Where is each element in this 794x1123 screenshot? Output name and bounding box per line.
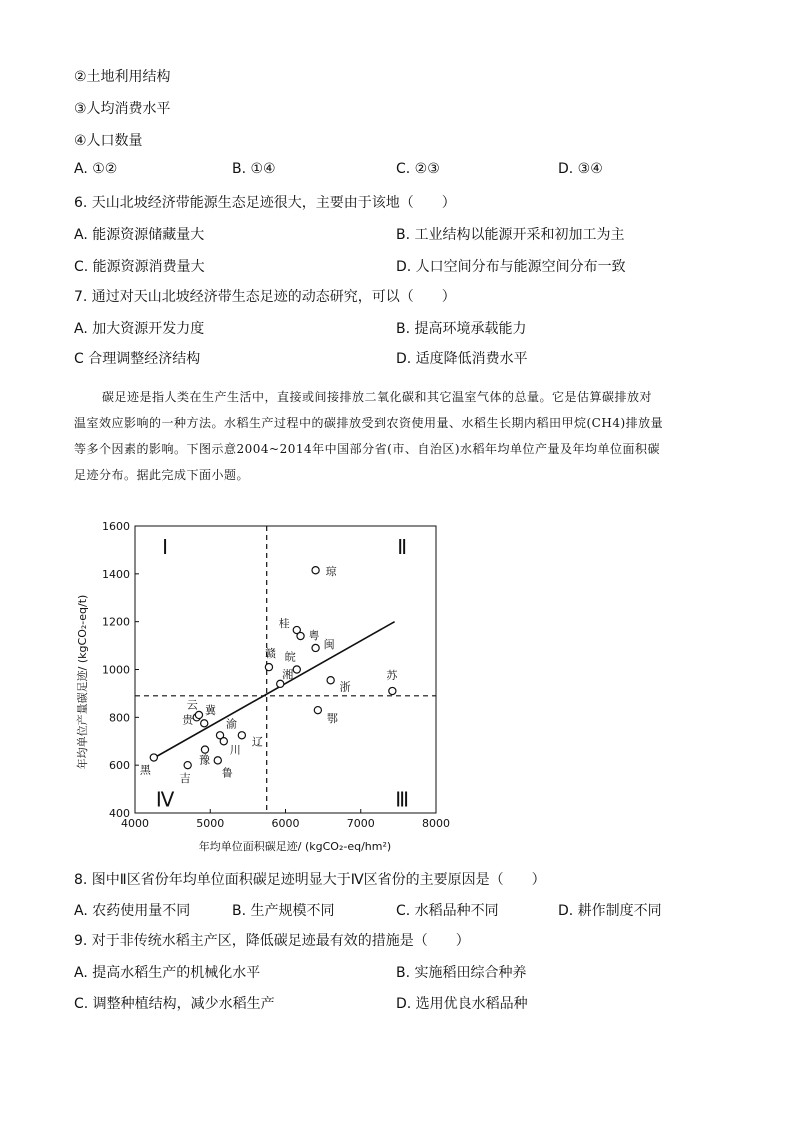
option-item-2: ②土地利用结构 xyxy=(74,69,171,85)
y-tick-label: 800 xyxy=(109,711,130,725)
point-label-辽: 辽 xyxy=(251,735,263,749)
point-label-浙: 浙 xyxy=(339,680,351,694)
x-tick-label: 8000 xyxy=(422,817,450,830)
point-label-贵: 贵 xyxy=(182,713,194,727)
point-label-吉: 吉 xyxy=(179,772,191,786)
q6-option-d[interactable]: D. 人口空间分布与能源空间分布一致 xyxy=(396,259,626,275)
data-point-赣 xyxy=(265,664,272,671)
point-label-湘: 湘 xyxy=(282,667,294,681)
q6-option-a[interactable]: A. 能源资源储藏量大 xyxy=(74,227,205,243)
y-tick-label: 1400 xyxy=(102,567,130,581)
passage xyxy=(74,384,724,488)
quadrant-label: Ⅱ xyxy=(397,535,408,560)
q8-option-c[interactable]: C. 水稻品种不同 xyxy=(396,903,499,919)
x-tick-label: 4000 xyxy=(121,817,149,830)
data-point-川 xyxy=(220,738,227,745)
q8-option-d[interactable]: D. 耕作制度不同 xyxy=(558,903,662,919)
carbon-footprint-scatter-chart xyxy=(70,512,460,857)
point-label-豫: 豫 xyxy=(198,753,210,767)
point-label-渝: 渝 xyxy=(226,717,238,731)
q7-option-c[interactable]: C 合理调整经济结构 xyxy=(74,351,201,367)
point-label-苏: 苏 xyxy=(386,669,398,683)
passage-line-4: 足迹分布。据此完成下面小题。 xyxy=(74,468,250,482)
x-tick-label: 5000 xyxy=(196,817,225,830)
data-point-浙 xyxy=(327,677,334,684)
point-label-鲁: 鲁 xyxy=(221,766,233,780)
data-point-苏 xyxy=(389,687,396,694)
data-point-鄂 xyxy=(314,707,321,714)
q6-stem: 6. 天山北坡经济带能源生态足迹很大，主要由于该地（ ） xyxy=(74,195,456,211)
y-tick-label: 1200 xyxy=(102,615,130,629)
y-tick-label: 1600 xyxy=(102,520,130,533)
data-point-吉 xyxy=(184,762,191,769)
passage-line-1: 碳足迹是指人类在生产生活中，直接或间接排放二氧化碳和其它温室气体的总量。它是估算碳排放对 xyxy=(102,390,653,404)
y-axis-label: 年均单位产量碳足迹/ (kgCO₂-eq/t) xyxy=(76,594,89,770)
q8-option-b[interactable]: B. 生产规模不同 xyxy=(232,903,335,919)
data-point-辽 xyxy=(238,732,245,739)
x-tick-label: 6000 xyxy=(271,817,300,830)
q7-stem: 7. 通过对天山北坡经济带生态足迹的动态研究，可以（ ） xyxy=(74,289,456,305)
trend-line xyxy=(154,622,395,758)
data-point-皖 xyxy=(293,666,300,673)
passage-line-2: 温室效应影响的一种方法。水稻生产过程中的碳排放受到农资使用量、水稻生长期内稻田甲烷(CH4)排放量 xyxy=(74,416,664,430)
quadrant-label: Ⅲ xyxy=(395,787,410,812)
point-label-皖: 皖 xyxy=(284,650,296,664)
q5-option-b[interactable]: B. ①④ xyxy=(232,161,276,177)
q9-option-d[interactable]: D. 选用优良水稻品种 xyxy=(396,996,528,1012)
option-item-4: ④人口数量 xyxy=(74,133,143,149)
data-point-鲁 xyxy=(214,757,221,764)
point-label-云: 云 xyxy=(186,698,198,712)
data-point-贵 xyxy=(201,720,208,727)
y-tick-label: 600 xyxy=(109,759,130,773)
point-label-黑: 黑 xyxy=(139,763,151,777)
point-label-粤: 粤 xyxy=(308,629,320,643)
data-point-湘 xyxy=(277,680,284,687)
quadrant-label: Ⅳ xyxy=(155,787,175,812)
q6-option-c[interactable]: C. 能源资源消费量大 xyxy=(74,259,205,275)
q8-stem: 8. 图中Ⅱ区省份年均单位面积碳足迹明显大于Ⅳ区省份的主要原因是（ ） xyxy=(74,872,546,888)
data-point-粤 xyxy=(297,632,304,639)
data-point-豫 xyxy=(201,746,208,753)
point-label-琼: 琼 xyxy=(325,565,337,579)
q6-option-b[interactable]: B. 工业结构以能源开采和初加工为主 xyxy=(396,227,625,243)
x-tick-label: 7000 xyxy=(346,817,375,830)
y-tick-label: 400 xyxy=(109,807,130,820)
q7-option-b[interactable]: B. 提高环境承载能力 xyxy=(396,321,527,337)
point-label-闽: 闽 xyxy=(323,637,335,651)
q5-option-c[interactable]: C. ②③ xyxy=(396,161,440,177)
q7-option-d[interactable]: D. 适度降低消费水平 xyxy=(396,351,528,367)
q5-option-d[interactable]: D. ③④ xyxy=(558,161,603,177)
data-point-冀 xyxy=(195,711,202,718)
x-axis-label: 年均单位面积碳足迹/ (kgCO₂-eq/hm²) xyxy=(198,840,392,853)
q9-stem: 9. 对于非传统水稻主产区，降低碳足迹最有效的措施是（ ） xyxy=(74,933,470,949)
quadrant-label: Ⅰ xyxy=(162,535,169,560)
option-item-3: ③人均消费水平 xyxy=(74,101,171,117)
data-point-琼 xyxy=(312,567,319,574)
point-label-桂: 桂 xyxy=(278,617,290,631)
data-point-黑 xyxy=(150,754,157,761)
q7-option-a[interactable]: A. 加大资源开发力度 xyxy=(74,321,205,337)
point-label-鄂: 鄂 xyxy=(326,712,338,726)
passage-line-3: 等多个因素的影响。下图示意2004~2014年中国部分省(市、自治区)水稻年均单位产量及年均单位面积碳 xyxy=(74,442,660,456)
q5-option-a[interactable]: A. ①② xyxy=(74,161,118,177)
data-point-闽 xyxy=(312,644,319,651)
q8-option-a[interactable]: A. 农药使用量不同 xyxy=(74,903,191,919)
point-label-赣: 赣 xyxy=(264,647,276,661)
q9-option-a[interactable]: A. 提高水稻生产的机械化水平 xyxy=(74,965,261,981)
y-tick-label: 1000 xyxy=(102,663,130,677)
q9-option-c[interactable]: C. 调整种植结构，减少水稻生产 xyxy=(74,996,275,1012)
point-label-冀: 冀 xyxy=(204,703,216,717)
q9-option-b[interactable]: B. 实施稻田综合种养 xyxy=(396,965,527,981)
point-label-川: 川 xyxy=(229,743,241,757)
